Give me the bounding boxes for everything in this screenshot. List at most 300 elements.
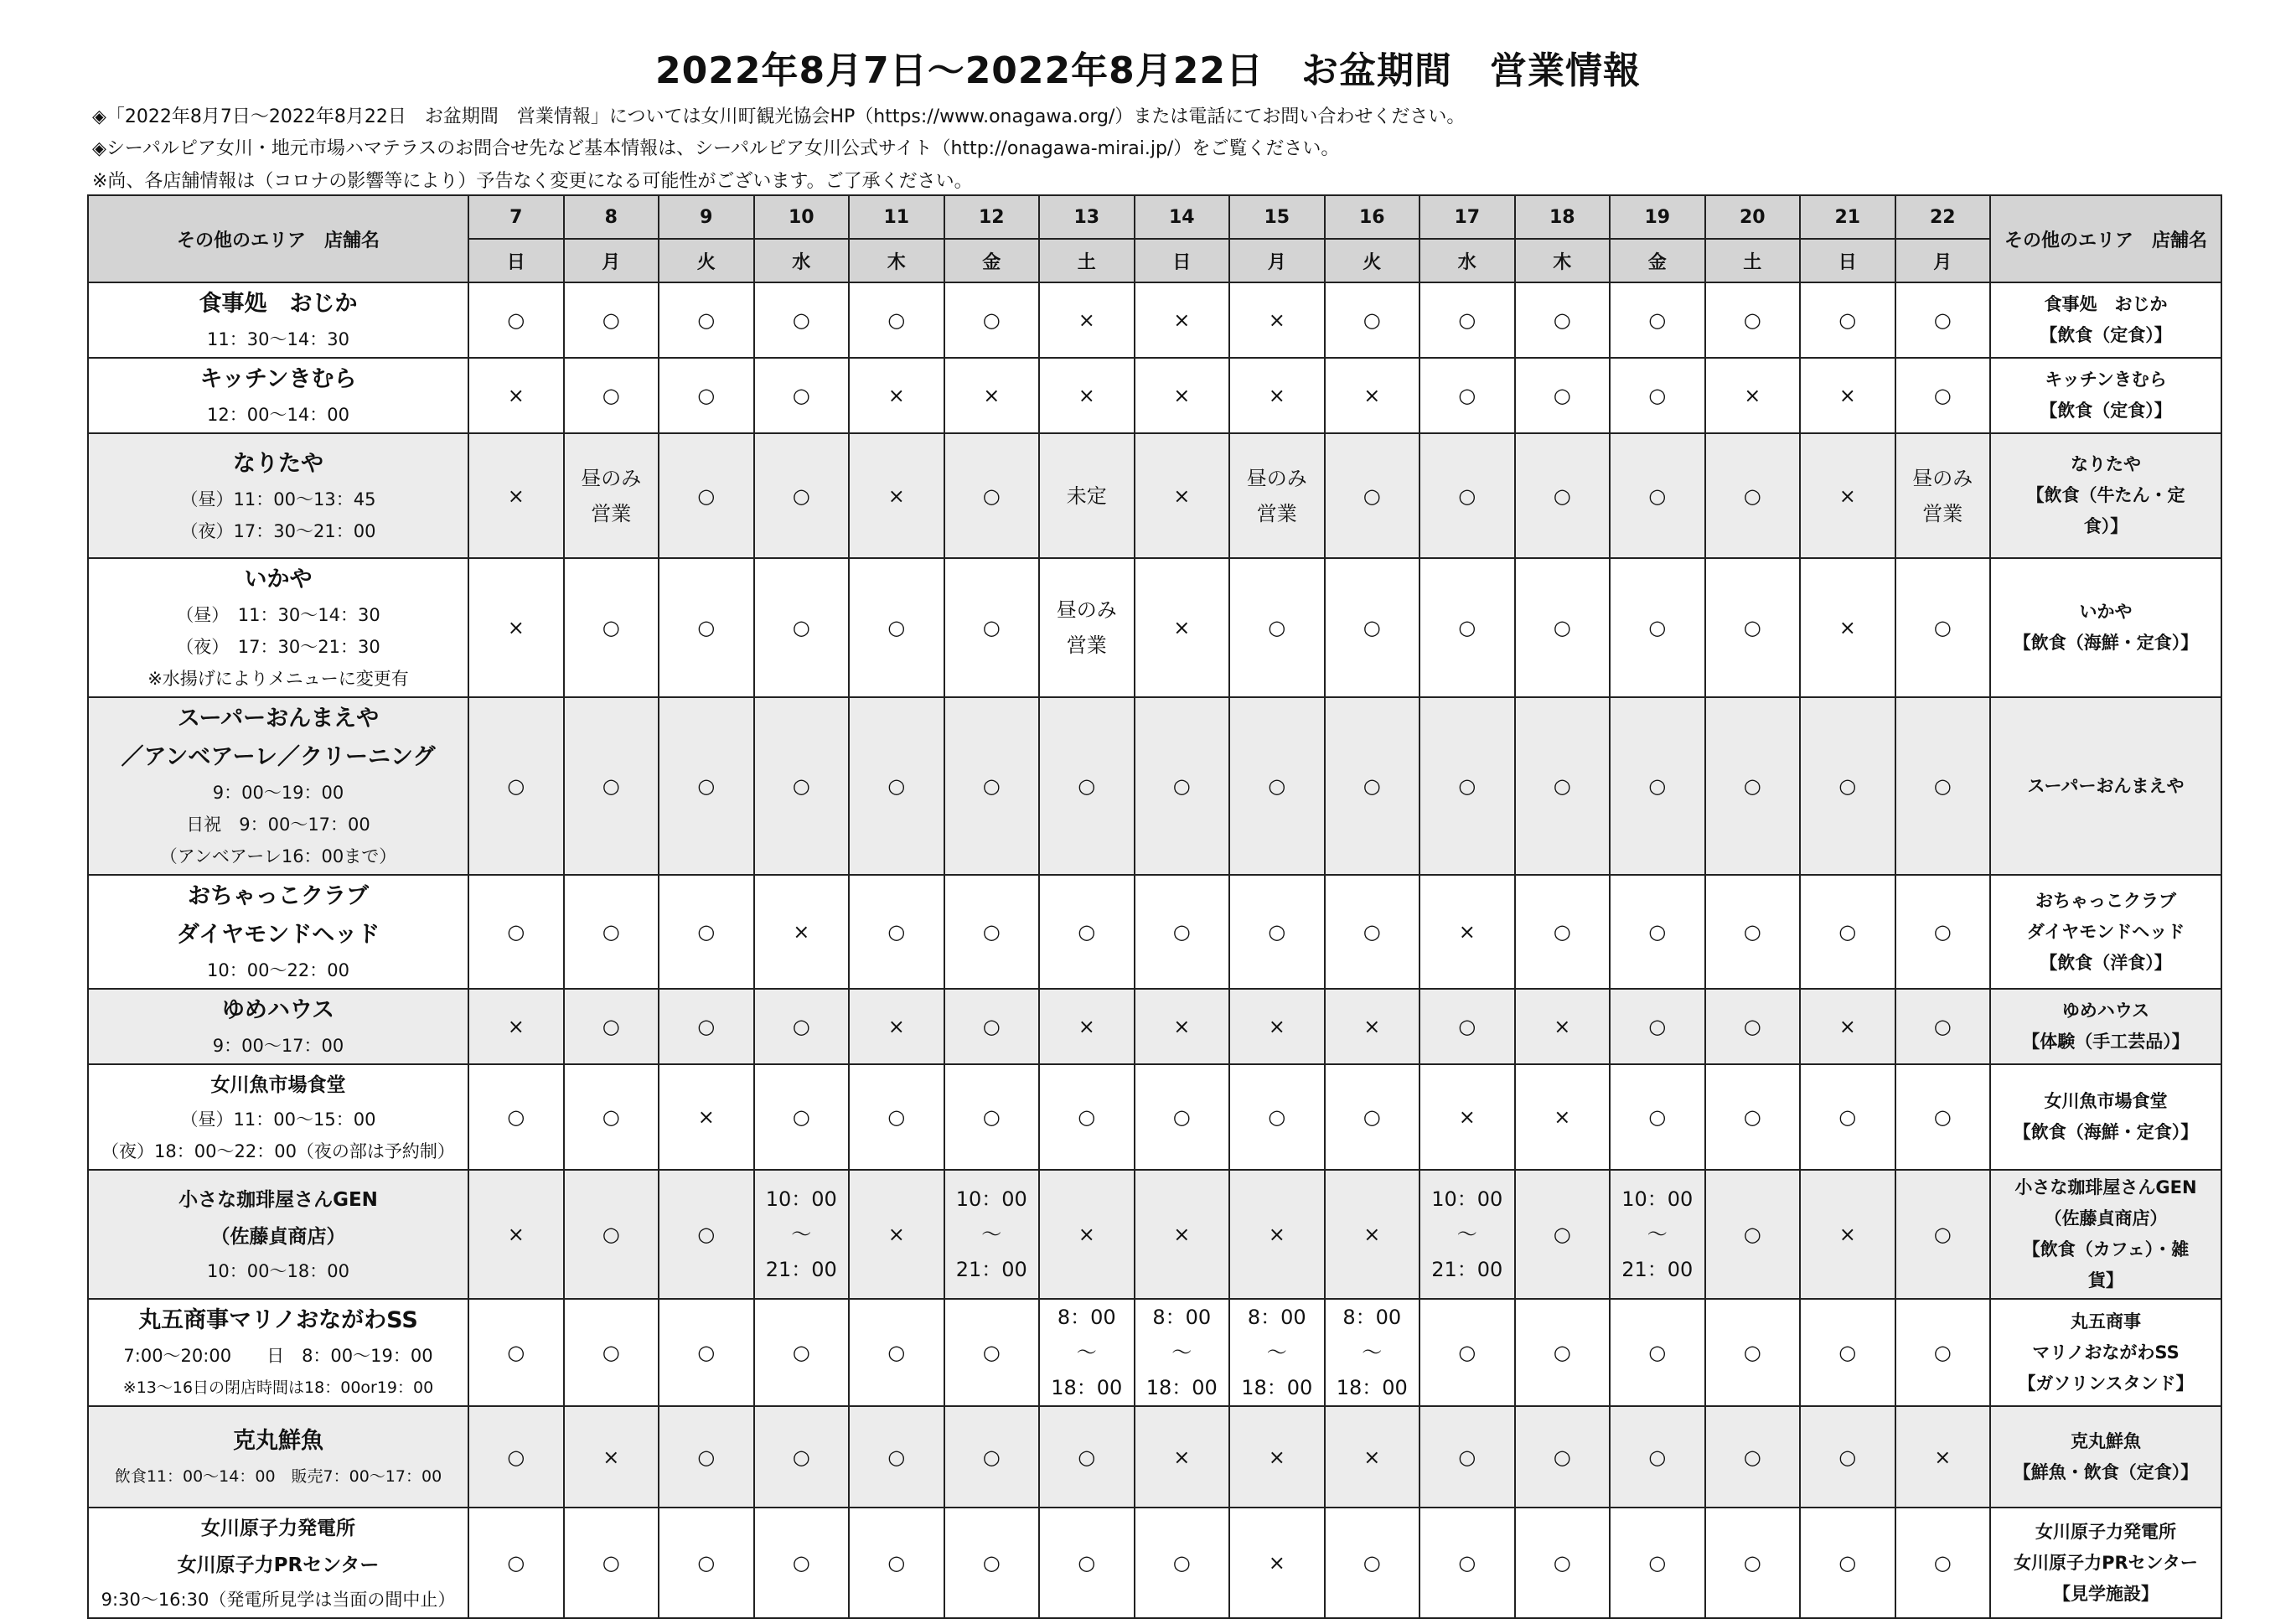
day-status-cell: ○ bbox=[1705, 1406, 1801, 1508]
info-note-tourism: ◈「2022年8月7日～2022年8月22日 お盆期間 営業情報」については女川町観光協会HP（https://www.onagawa.org/）または電話にてお問い合わせください。 bbox=[92, 106, 1466, 127]
day-status-cell: × bbox=[659, 1064, 754, 1170]
day-status-cell: ○ bbox=[1325, 433, 1420, 558]
day-status-cell: × bbox=[1229, 1508, 1325, 1618]
store-name-cell bbox=[88, 1299, 468, 1406]
day-status-cell: ○ bbox=[849, 1064, 944, 1170]
day-status-cell: ○ bbox=[468, 697, 564, 875]
day-status-cell: 8：00 ～ 18：00 bbox=[1039, 1299, 1135, 1406]
day-status-cell: ○ bbox=[849, 558, 944, 697]
day-status-cell: ○ bbox=[1135, 1064, 1230, 1170]
day-status-cell: ○ bbox=[1419, 282, 1515, 358]
category-line: 【飲食（海鮮・定食）】 bbox=[2013, 633, 2199, 653]
store-name: ゆめハウス bbox=[221, 997, 335, 1023]
day-status-cell: ○ bbox=[1515, 1508, 1611, 1618]
category-cell bbox=[1990, 558, 2221, 697]
day-status-cell: ○ bbox=[944, 697, 1040, 875]
date-header: 21 bbox=[1800, 195, 1895, 239]
day-status-cell: ○ bbox=[1419, 989, 1515, 1064]
day-status-cell: ○ bbox=[564, 875, 659, 989]
table-row bbox=[88, 989, 2221, 1064]
day-status-cell: ○ bbox=[754, 1508, 850, 1618]
date-header: 13 bbox=[1039, 195, 1135, 239]
store-hours: 9：00～19：00 bbox=[212, 783, 344, 803]
category-line: 【飲食（定食）】 bbox=[2040, 325, 2172, 345]
table-row bbox=[88, 282, 2221, 358]
day-status-cell: × bbox=[1229, 1170, 1325, 1299]
day-status-cell: × bbox=[1325, 989, 1420, 1064]
day-status-cell: × bbox=[1039, 358, 1135, 433]
day-status-cell: ○ bbox=[659, 433, 754, 558]
day-status-cell: ○ bbox=[944, 558, 1040, 697]
day-status-cell: × bbox=[1325, 1406, 1420, 1508]
day-status-cell: ○ bbox=[1039, 1406, 1135, 1508]
day-status-cell: × bbox=[564, 1406, 659, 1508]
table-row bbox=[88, 358, 2221, 433]
day-status-cell: ○ bbox=[564, 1508, 659, 1618]
day-status-cell: ○ bbox=[1515, 558, 1611, 697]
day-status-cell: ○ bbox=[564, 1064, 659, 1170]
day-status-cell: ○ bbox=[1325, 1508, 1420, 1618]
date-header: 20 bbox=[1705, 195, 1801, 239]
day-status-cell: ○ bbox=[944, 1064, 1040, 1170]
day-status-cell: ○ bbox=[564, 1170, 659, 1299]
day-status-cell: ○ bbox=[1800, 1508, 1895, 1618]
store-name: ダイヤモンドヘッド bbox=[176, 922, 380, 948]
category-cell bbox=[1990, 1406, 2221, 1508]
day-status-cell: ○ bbox=[1515, 282, 1611, 358]
category-line: 【飲食（定食）】 bbox=[2040, 401, 2172, 421]
category-line: 小さな珈琲屋さんGEN bbox=[2014, 1177, 2197, 1197]
day-status-cell: ○ bbox=[1800, 697, 1895, 875]
store-hours: （夜）17：30～21：00 bbox=[180, 520, 376, 541]
store-name: キッチンきむら bbox=[199, 366, 357, 392]
weekday-header: 水 bbox=[1419, 239, 1515, 282]
day-status-cell: ○ bbox=[944, 1299, 1040, 1406]
day-status-cell: ○ bbox=[1705, 1299, 1801, 1406]
day-status-cell: ○ bbox=[1515, 433, 1611, 558]
weekday-header: 月 bbox=[564, 239, 659, 282]
day-status-cell: ○ bbox=[849, 697, 944, 875]
day-status-cell: ○ bbox=[468, 1406, 564, 1508]
day-status-cell: ○ bbox=[1039, 697, 1135, 875]
day-status-cell: 8：00 ～ 18：00 bbox=[1229, 1299, 1325, 1406]
store-name-cell bbox=[88, 875, 468, 989]
day-status-cell: ○ bbox=[1705, 558, 1801, 697]
day-status-cell: × bbox=[1800, 433, 1895, 558]
category-line: スーパーおんまえや bbox=[2027, 775, 2185, 796]
store-name: （佐藤貞商店） bbox=[210, 1226, 346, 1248]
date-header: 17 bbox=[1419, 195, 1515, 239]
day-status-cell: 昼のみ 営業 bbox=[1229, 433, 1325, 558]
day-status-cell: × bbox=[468, 358, 564, 433]
day-status-cell: ○ bbox=[1705, 1064, 1801, 1170]
store-hours: 10：00～22：00 bbox=[207, 960, 349, 980]
day-status-cell: ○ bbox=[659, 1299, 754, 1406]
day-status-cell: × bbox=[1325, 358, 1420, 433]
day-status-cell: ○ bbox=[1800, 1406, 1895, 1508]
day-status-cell: ○ bbox=[1705, 697, 1801, 875]
day-status-cell: ○ bbox=[1705, 989, 1801, 1064]
weekday-header: 日 bbox=[468, 239, 564, 282]
category-line: 【飲食（洋食）】 bbox=[2040, 952, 2172, 973]
day-status-cell: ○ bbox=[1419, 433, 1515, 558]
day-status-cell: × bbox=[849, 433, 944, 558]
category-line: マリノおながわSS bbox=[2032, 1342, 2180, 1363]
category-line: 克丸鮮魚 bbox=[2071, 1430, 2141, 1451]
day-status-cell: ○ bbox=[754, 1299, 850, 1406]
day-status-cell: ○ bbox=[1895, 989, 1991, 1064]
weekday-header: 水 bbox=[754, 239, 850, 282]
store-name-header: その他のエリア 店舗名 bbox=[88, 195, 468, 282]
day-status-cell: ○ bbox=[1419, 1508, 1515, 1618]
store-name-cell bbox=[88, 1170, 468, 1299]
category-line: 丸五商事 bbox=[2071, 1311, 2141, 1332]
day-status-cell: ○ bbox=[468, 1508, 564, 1618]
category-cell bbox=[1990, 282, 2221, 358]
day-status-cell: ○ bbox=[1515, 1406, 1611, 1508]
date-header: 7 bbox=[468, 195, 564, 239]
day-status-cell: ○ bbox=[1515, 1170, 1611, 1299]
day-status-cell: ○ bbox=[1039, 875, 1135, 989]
info-note-disclaimer: ※尚、各店舗情報は（コロナの影響等により）予告なく変更になる可能性がございます。ご了承ください。 bbox=[92, 171, 973, 192]
day-status-cell: ○ bbox=[1325, 875, 1420, 989]
store-name-cell bbox=[88, 282, 468, 358]
store-hours: 日祝 9：00～17：00 bbox=[186, 815, 370, 835]
day-status-cell: ○ bbox=[1895, 1170, 1991, 1299]
store-name: いかや bbox=[244, 566, 313, 592]
store-name-cell bbox=[88, 433, 468, 558]
table-row bbox=[88, 1406, 2221, 1508]
day-status-cell: ○ bbox=[944, 875, 1040, 989]
category-line: 【飲食（牛たん・定 bbox=[2026, 485, 2185, 505]
day-status-cell: ○ bbox=[944, 433, 1040, 558]
day-status-cell: ○ bbox=[1705, 1508, 1801, 1618]
date-header: 15 bbox=[1229, 195, 1325, 239]
day-status-cell: ○ bbox=[659, 1170, 754, 1299]
day-status-cell: × bbox=[1229, 358, 1325, 433]
day-status-cell: ○ bbox=[659, 989, 754, 1064]
day-status-cell: × bbox=[468, 558, 564, 697]
day-status-cell: ○ bbox=[1419, 1299, 1515, 1406]
day-status-cell: 昼のみ 営業 bbox=[564, 433, 659, 558]
store-name-cell bbox=[88, 358, 468, 433]
category-line: 【飲食（海鮮・定食）】 bbox=[2013, 1122, 2199, 1142]
day-status-cell: ○ bbox=[564, 989, 659, 1064]
day-status-cell: ○ bbox=[1610, 1064, 1705, 1170]
day-status-cell: ○ bbox=[849, 1406, 944, 1508]
day-status-cell: × bbox=[1135, 558, 1230, 697]
day-status-cell: ○ bbox=[659, 558, 754, 697]
store-hours: （昼）11：00～15：00 bbox=[180, 1109, 376, 1130]
table-row bbox=[88, 1299, 2221, 1406]
day-status-cell: ○ bbox=[1895, 1064, 1991, 1170]
day-status-cell: ○ bbox=[564, 358, 659, 433]
day-status-cell: ○ bbox=[564, 697, 659, 875]
day-status-cell: ○ bbox=[659, 875, 754, 989]
store-hours: 飲食11：00～14：00 販売7：00～17：00 bbox=[114, 1466, 442, 1486]
day-status-cell: × bbox=[1229, 989, 1325, 1064]
day-status-cell: × bbox=[1515, 1064, 1611, 1170]
day-status-cell: ○ bbox=[849, 282, 944, 358]
day-status-cell: ○ bbox=[659, 1508, 754, 1618]
day-status-cell: ○ bbox=[564, 558, 659, 697]
table-row bbox=[88, 1170, 2221, 1299]
date-header: 19 bbox=[1610, 195, 1705, 239]
day-status-cell: ○ bbox=[1325, 1064, 1420, 1170]
day-status-cell: ○ bbox=[1895, 1508, 1991, 1618]
day-status-cell: ○ bbox=[1419, 358, 1515, 433]
store-name-cell bbox=[88, 1508, 468, 1618]
day-status-cell: ○ bbox=[1515, 875, 1611, 989]
day-status-cell: ○ bbox=[468, 875, 564, 989]
day-status-cell: × bbox=[1135, 282, 1230, 358]
day-status-cell: × bbox=[1515, 989, 1611, 1064]
store-hours: ※13～16日の閉店時間は18：00or19：00 bbox=[122, 1378, 434, 1397]
store-name: スーパーおんまえや bbox=[177, 706, 380, 732]
category-line: いかや bbox=[2079, 602, 2133, 622]
store-hours: 9:30～16:30（発電所見学は当面の間中止） bbox=[101, 1590, 456, 1610]
day-status-cell: ○ bbox=[944, 1508, 1040, 1618]
category-line: ゆめハウス bbox=[2061, 1001, 2150, 1021]
store-name: 女川魚市場食堂 bbox=[210, 1074, 346, 1096]
day-status-cell: 10：00 ～ 21：00 bbox=[754, 1170, 850, 1299]
day-status-cell: ○ bbox=[1610, 1299, 1705, 1406]
day-status-cell: ○ bbox=[849, 1508, 944, 1618]
day-status-cell: × bbox=[1135, 433, 1230, 558]
table-row bbox=[88, 433, 2221, 558]
category-line: 【体験（手工芸品）】 bbox=[2022, 1032, 2190, 1052]
day-status-cell: ○ bbox=[1610, 558, 1705, 697]
day-status-cell: × bbox=[468, 433, 564, 558]
day-status-cell: ○ bbox=[1800, 1064, 1895, 1170]
date-header: 8 bbox=[564, 195, 659, 239]
category-line: 女川魚市場食堂 bbox=[2044, 1091, 2168, 1111]
day-status-cell: ○ bbox=[849, 875, 944, 989]
info-note-seapal: ◈シーパルピア女川・地元市場ハマテラスのお問合せ先など基本情報は、シーパルピア女川公式サイト（http://onagawa-mirai.jp/）をご覧ください。 bbox=[92, 138, 1340, 159]
day-status-cell: ○ bbox=[754, 1064, 850, 1170]
category-line: 女川原子力PRセンター bbox=[2014, 1552, 2198, 1573]
day-status-cell: × bbox=[1039, 989, 1135, 1064]
day-status-cell: × bbox=[1800, 358, 1895, 433]
business-hours-table bbox=[87, 194, 2222, 1619]
store-name-cell bbox=[88, 558, 468, 697]
day-status-cell: ○ bbox=[1800, 282, 1895, 358]
day-status-cell: ○ bbox=[1135, 697, 1230, 875]
day-status-cell: ○ bbox=[1610, 875, 1705, 989]
category-line: 【ガソリンスタンド】 bbox=[2018, 1373, 2194, 1394]
weekday-header: 土 bbox=[1705, 239, 1801, 282]
store-hours: 10：00～18：00 bbox=[207, 1261, 349, 1281]
weekday-header: 土 bbox=[1039, 239, 1135, 282]
day-status-cell: ○ bbox=[468, 1299, 564, 1406]
day-status-cell: ○ bbox=[1610, 1406, 1705, 1508]
day-status-cell: 8：00 ～ 18：00 bbox=[1135, 1299, 1230, 1406]
table-row bbox=[88, 1064, 2221, 1170]
category-cell bbox=[1990, 358, 2221, 433]
category-cell bbox=[1990, 1508, 2221, 1618]
day-status-cell: × bbox=[1419, 1064, 1515, 1170]
store-hours: 12：00～14：00 bbox=[207, 405, 349, 425]
day-status-cell: ○ bbox=[944, 989, 1040, 1064]
day-status-cell: ○ bbox=[1229, 1064, 1325, 1170]
store-hours: 7:00～20:00 日 8：00～19：00 bbox=[123, 1346, 433, 1366]
day-status-cell: × bbox=[468, 989, 564, 1064]
category-cell bbox=[1990, 1299, 2221, 1406]
weekday-header: 月 bbox=[1229, 239, 1325, 282]
day-status-cell: ○ bbox=[1895, 1299, 1991, 1406]
day-status-cell: ○ bbox=[1229, 697, 1325, 875]
day-status-cell: ○ bbox=[944, 282, 1040, 358]
category-line: 貨】 bbox=[2088, 1270, 2123, 1290]
category-cell bbox=[1990, 697, 2221, 875]
store-name-cell bbox=[88, 1406, 468, 1508]
day-status-cell: ○ bbox=[1325, 697, 1420, 875]
store-hours: 9：00～17：00 bbox=[212, 1036, 344, 1056]
date-header: 10 bbox=[754, 195, 850, 239]
day-status-cell: 未定 bbox=[1039, 433, 1135, 558]
category-line: 女川原子力発電所 bbox=[2035, 1521, 2176, 1542]
store-hours: 11：30～14：30 bbox=[207, 329, 349, 349]
day-status-cell: ○ bbox=[849, 1299, 944, 1406]
day-status-cell: ○ bbox=[1705, 282, 1801, 358]
day-status-cell: 昼のみ 営業 bbox=[1895, 433, 1991, 558]
date-header: 9 bbox=[659, 195, 754, 239]
store-name: 小さな珈琲屋さんGEN bbox=[178, 1189, 378, 1211]
day-status-cell: ○ bbox=[754, 1406, 850, 1508]
store-name-cell bbox=[88, 1064, 468, 1170]
category-cell bbox=[1990, 989, 2221, 1064]
day-status-cell: 10：00 ～ 21：00 bbox=[944, 1170, 1040, 1299]
day-status-cell: ○ bbox=[1610, 697, 1705, 875]
day-status-cell: ○ bbox=[659, 1406, 754, 1508]
store-name: ／アンベアーレ／クリーニング bbox=[121, 744, 436, 770]
day-status-cell: × bbox=[1135, 358, 1230, 433]
category-cell bbox=[1990, 1064, 2221, 1170]
day-status-cell: ○ bbox=[1325, 558, 1420, 697]
day-status-cell: ○ bbox=[754, 433, 850, 558]
day-status-cell: × bbox=[1419, 875, 1515, 989]
day-status-cell: × bbox=[1705, 358, 1801, 433]
day-status-cell: ○ bbox=[754, 282, 850, 358]
page-title: 2022年8月7日～2022年8月22日 お盆期間 営業情報 bbox=[655, 49, 1641, 92]
category-line: （佐藤貞商店） bbox=[2044, 1208, 2168, 1228]
day-status-cell: ○ bbox=[754, 697, 850, 875]
day-status-cell: × bbox=[1229, 282, 1325, 358]
day-status-cell: 10：00 ～ 21：00 bbox=[1610, 1170, 1705, 1299]
date-header: 11 bbox=[849, 195, 944, 239]
category-line: キッチンきむら bbox=[2045, 370, 2167, 390]
weekday-header: 金 bbox=[1610, 239, 1705, 282]
day-status-cell: ○ bbox=[1229, 875, 1325, 989]
date-header: 14 bbox=[1135, 195, 1230, 239]
day-status-cell: × bbox=[1325, 1170, 1420, 1299]
day-status-cell: ○ bbox=[1039, 1064, 1135, 1170]
day-status-cell: × bbox=[1800, 1170, 1895, 1299]
weekday-header: 木 bbox=[1515, 239, 1611, 282]
category-cell bbox=[1990, 875, 2221, 989]
day-status-cell: ○ bbox=[1135, 875, 1230, 989]
date-header-row bbox=[88, 195, 2221, 239]
date-header: 18 bbox=[1515, 195, 1611, 239]
day-status-cell: ○ bbox=[468, 1064, 564, 1170]
day-status-cell: × bbox=[1135, 1406, 1230, 1508]
table-row bbox=[88, 697, 2221, 875]
day-status-cell: ○ bbox=[754, 558, 850, 697]
day-status-cell: ○ bbox=[1610, 1508, 1705, 1618]
day-status-cell: ○ bbox=[659, 697, 754, 875]
day-status-cell: ○ bbox=[1325, 282, 1420, 358]
day-status-cell: ○ bbox=[1705, 433, 1801, 558]
day-status-cell: 10：00 ～ 21：00 bbox=[1419, 1170, 1515, 1299]
day-status-cell: ○ bbox=[1800, 1299, 1895, 1406]
weekday-header: 火 bbox=[659, 239, 754, 282]
day-status-cell: ○ bbox=[1895, 558, 1991, 697]
table-body bbox=[88, 282, 2221, 1618]
weekday-header: 火 bbox=[1325, 239, 1420, 282]
day-status-cell: ○ bbox=[1895, 697, 1991, 875]
day-status-cell: ○ bbox=[1419, 558, 1515, 697]
weekday-header: 日 bbox=[1800, 239, 1895, 282]
day-status-cell: ○ bbox=[754, 989, 850, 1064]
day-status-cell: × bbox=[849, 989, 944, 1064]
day-status-cell: ○ bbox=[944, 1406, 1040, 1508]
day-status-cell: ○ bbox=[1135, 1508, 1230, 1618]
day-status-cell: ○ bbox=[1610, 358, 1705, 433]
category-cell bbox=[1990, 433, 2221, 558]
store-name: 丸五商事マリノおながわSS bbox=[138, 1307, 418, 1333]
day-status-cell: ○ bbox=[754, 358, 850, 433]
day-status-cell: ○ bbox=[1895, 358, 1991, 433]
day-status-cell: ○ bbox=[1229, 558, 1325, 697]
day-status-cell: × bbox=[849, 1170, 944, 1299]
category-line: なりたや bbox=[2071, 454, 2141, 474]
day-status-cell: ○ bbox=[659, 282, 754, 358]
day-status-cell: × bbox=[1229, 1406, 1325, 1508]
store-hours: （夜）18：00～22：00（夜の部は予約制） bbox=[101, 1141, 455, 1161]
store-hours: （昼） 11：30～14：30 bbox=[176, 605, 380, 625]
day-status-cell: ○ bbox=[1705, 1170, 1801, 1299]
category-line: おちゃっこクラブ bbox=[2035, 890, 2176, 911]
weekday-header: 木 bbox=[849, 239, 944, 282]
store-name: なりたや bbox=[233, 450, 323, 477]
store-hours: （昼）11：00～13：45 bbox=[180, 489, 376, 509]
category-line: 【鮮魚・飲食（定食）】 bbox=[2013, 1461, 2199, 1482]
day-status-cell: ○ bbox=[1895, 875, 1991, 989]
day-status-cell: 8：00 ～ 18：00 bbox=[1325, 1299, 1420, 1406]
day-status-cell: ○ bbox=[1039, 1508, 1135, 1618]
date-header: 22 bbox=[1895, 195, 1991, 239]
category-cell bbox=[1990, 1170, 2221, 1299]
day-status-cell: ○ bbox=[1515, 697, 1611, 875]
day-status-cell: ○ bbox=[1610, 433, 1705, 558]
day-status-cell: ○ bbox=[1515, 1299, 1611, 1406]
category-header: その他のエリア 店舗名 bbox=[1990, 195, 2221, 282]
day-status-cell: ○ bbox=[1419, 697, 1515, 875]
day-status-cell: 昼のみ 営業 bbox=[1039, 558, 1135, 697]
table-row bbox=[88, 1508, 2221, 1618]
day-status-cell: × bbox=[944, 358, 1040, 433]
store-name-cell bbox=[88, 697, 468, 875]
table-row bbox=[88, 558, 2221, 697]
day-status-cell: ○ bbox=[1705, 875, 1801, 989]
category-line: ダイヤモンドヘッド bbox=[2026, 921, 2185, 942]
day-status-cell: × bbox=[1800, 989, 1895, 1064]
day-status-cell: × bbox=[1135, 1170, 1230, 1299]
day-status-cell: ○ bbox=[659, 358, 754, 433]
day-status-cell: × bbox=[1039, 282, 1135, 358]
category-line: 【飲食（カフェ）・雑 bbox=[2022, 1239, 2190, 1259]
weekday-header: 日 bbox=[1135, 239, 1230, 282]
